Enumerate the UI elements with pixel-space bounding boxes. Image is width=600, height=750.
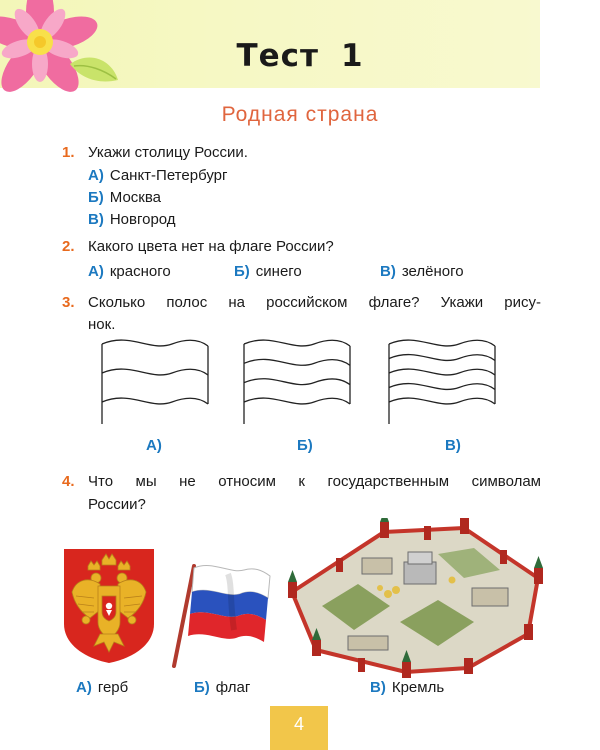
option-letter: В) — [380, 263, 396, 280]
question-1-option-a[interactable] — [88, 167, 227, 184]
option-letter: Б) — [234, 263, 250, 280]
question-3-text-line1: Сколько полос на российском флаге? Укажи рису- — [88, 294, 541, 311]
option-letter: В) — [88, 211, 104, 228]
option-letter: А) — [88, 167, 104, 184]
flag-stripe-line — [244, 340, 350, 346]
page-number: 4 — [293, 714, 304, 734]
option-text: красного — [109, 263, 171, 280]
option-letter: А) — [88, 263, 104, 280]
option-text: Москва — [109, 189, 161, 206]
option-text: Кремль — [391, 679, 445, 696]
flag-stripe-line — [389, 398, 495, 404]
option-text: флаг — [215, 679, 251, 696]
option-text: Новгород — [109, 211, 176, 228]
question-4-number: 4. — [62, 473, 75, 490]
flag-stripe-line — [102, 398, 208, 404]
question-2-option-c[interactable] — [380, 263, 464, 280]
question-3-option-a[interactable]: А) — [146, 437, 162, 454]
question-2-text: Какого цвета нет на флаге России? — [88, 238, 334, 255]
question-3-option-c[interactable]: В) — [445, 437, 461, 454]
flag-stripe-line — [102, 369, 208, 375]
option-text: Санкт-Петербург — [109, 167, 228, 184]
flag-outline-c[interactable] — [383, 336, 503, 428]
question-2-number: 2. — [62, 238, 75, 255]
option-text: герб — [97, 679, 129, 696]
flag-stripe-line — [244, 359, 350, 365]
option-letter: Б) — [194, 679, 210, 696]
question-1-option-c[interactable] — [88, 211, 176, 228]
question-4-text-line1: Что мы не относим к государственным символам — [88, 473, 541, 490]
flag-stripe-line — [244, 379, 350, 385]
option-letter: В) — [370, 679, 386, 696]
option-text: зелёного — [401, 263, 464, 280]
flag-stripe-line — [389, 340, 495, 346]
question-4-option-b[interactable] — [194, 679, 250, 696]
flag-stripe-line — [389, 384, 495, 390]
flag-stripe-line — [389, 369, 495, 375]
question-4-text-line2: России? — [88, 496, 146, 513]
question-4-option-a[interactable] — [76, 679, 128, 696]
question-3-option-b[interactable]: Б) — [297, 437, 313, 454]
kremlin-icon[interactable] — [288, 518, 544, 678]
flag-stripe-line — [102, 340, 208, 346]
flag-stripe-line — [389, 355, 495, 361]
title-number: 1 — [340, 38, 364, 74]
question-1-option-b[interactable] — [88, 189, 161, 206]
question-2-option-b[interactable] — [234, 263, 302, 280]
subtitle: Родная страна — [221, 103, 379, 126]
title-word: Тест — [236, 38, 319, 74]
question-3-number: 3. — [62, 294, 75, 311]
question-2-option-a[interactable] — [88, 263, 171, 280]
russian-flag-icon[interactable] — [168, 560, 280, 668]
question-3-text-line2: нок. — [88, 316, 116, 333]
flag-outline-b[interactable] — [238, 336, 358, 428]
flag-stripe-line — [244, 398, 350, 404]
option-text: синего — [255, 263, 302, 280]
page-title — [0, 38, 600, 74]
option-letter: А) — [76, 679, 92, 696]
option-letter: Б) — [88, 189, 104, 206]
question-1-number: 1. — [62, 144, 75, 161]
coat-of-arms-icon[interactable] — [60, 546, 158, 664]
flag-outline-a[interactable] — [96, 336, 216, 428]
question-1-text: Укажи столицу России. — [88, 144, 248, 161]
question-4-option-c[interactable] — [370, 679, 444, 696]
